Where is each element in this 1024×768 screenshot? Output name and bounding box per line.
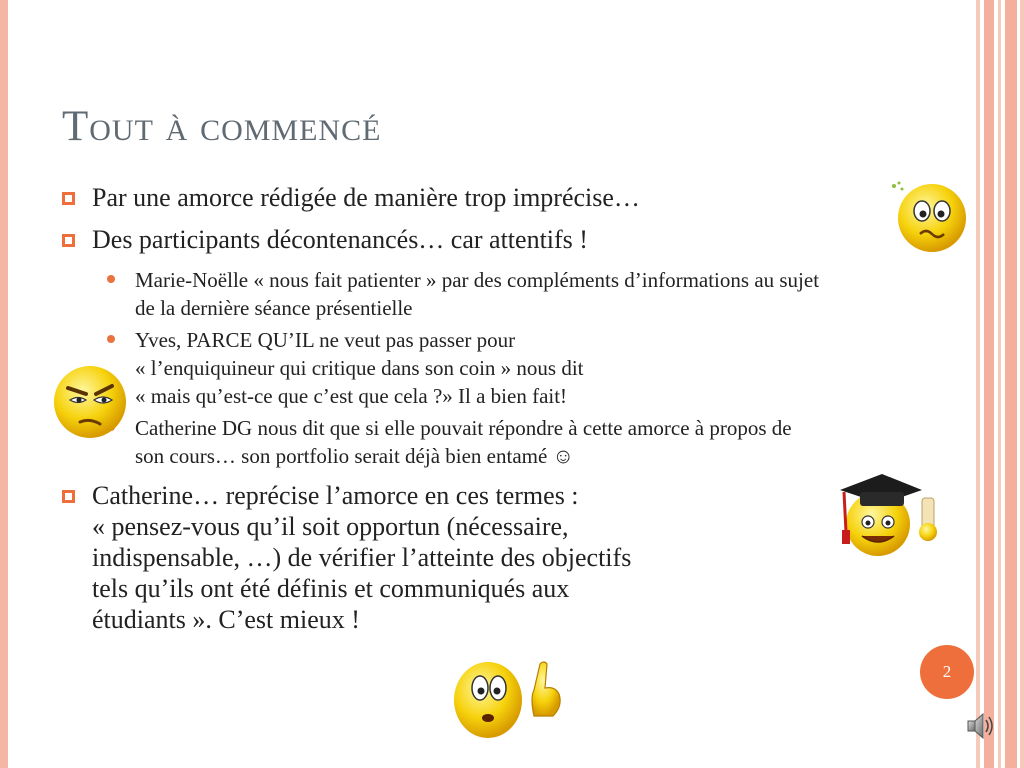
sub-bullet-line: « mais qu’est-ce que c’est que cela ?» Il a bien fait! [135,384,568,408]
bullet-line: étudiants ». C’est mieux ! [92,605,360,634]
sub-bullet-item [62,414,795,470]
left-decorative-stripe [0,0,8,768]
bullet-item [62,224,882,255]
dot-bullet-icon [107,335,115,343]
page-number-badge: 2 [920,645,974,699]
pointing-smiley-icon [452,656,572,740]
sub-bullet-item [62,266,825,322]
sub-bullet-text: Marie-Noëlle « nous fait patienter » par des compléments d’informations au sujet de la dernière séance présentielle [135,268,820,320]
dot-bullet-icon [107,275,115,283]
open-square-bullet-icon [62,192,75,205]
bullet-line: indispensable, …) de vérifier l’atteinte des objectifs [92,543,632,572]
slide-content [62,182,882,646]
bullet-item [62,480,882,635]
bullet-line: tels qu’ils ont été définis et communiqués aux [92,574,570,603]
suspicious-smiley-icon [50,362,130,442]
bullet-line: Catherine… reprécise l’amorce en ces termes : [92,481,579,510]
bullet-line: « pensez-vous qu’il soit opportun (nécessaire, [92,512,569,541]
bullet-item [62,182,882,213]
open-square-bullet-icon [62,490,75,503]
sub-bullet-line: Yves, PARCE QU’IL ne veut pas passer pour [135,328,516,352]
graduate-smiley-icon [830,468,948,560]
right-decorative-stripes [976,0,1024,768]
slide-title: Tout à commencé [62,103,382,150]
worried-smiley-icon [888,178,968,258]
bullet-text: Par une amorce rédigée de manière trop imprécise… [92,183,640,212]
speaker-icon[interactable] [966,710,994,742]
sub-bullet-line: « l’enquiquineur qui critique dans son coin » nous dit [135,356,584,380]
sub-bullet-item [62,326,882,410]
open-square-bullet-icon [62,234,75,247]
bullet-text: Des participants décontenancés… car attentifs ! [92,225,588,254]
sub-bullet-text: Catherine DG nous dit que si elle pouvait répondre à cette amorce à propos de son cours… son portfolio serait déjà bien entamé ☺ [135,416,792,468]
